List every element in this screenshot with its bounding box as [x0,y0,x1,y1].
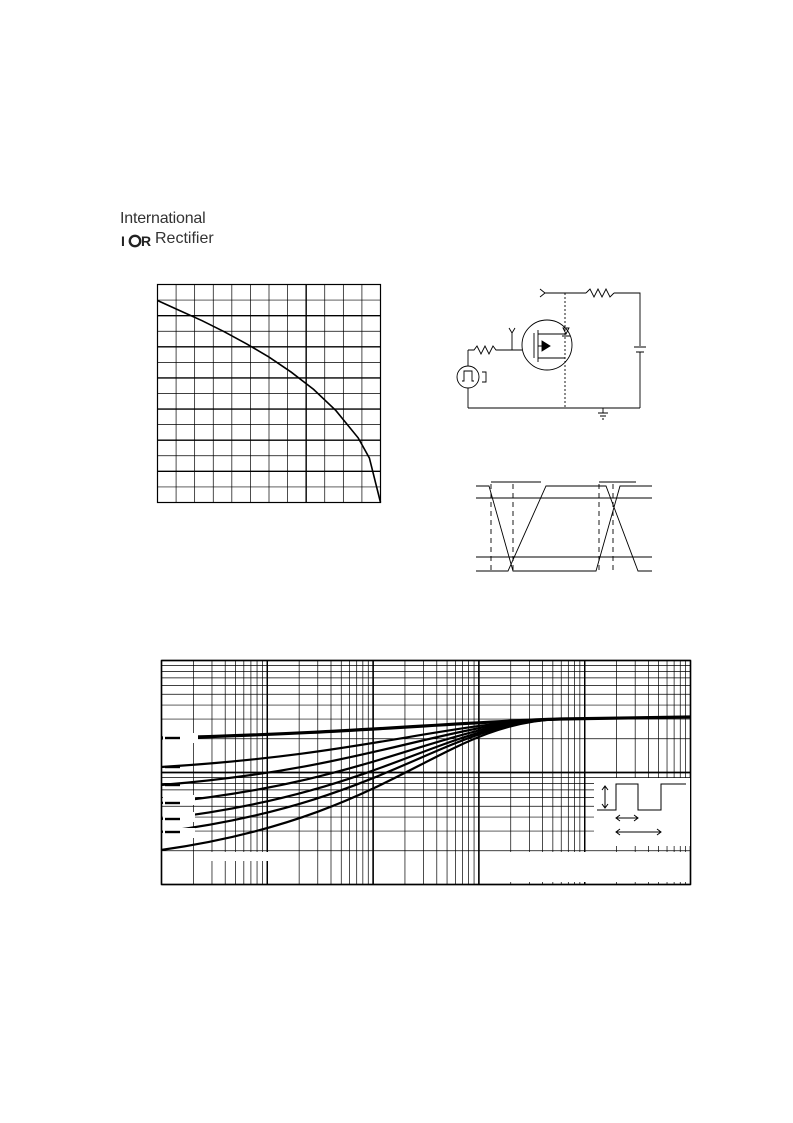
logo-text-rectifier: Rectifier [155,230,214,247]
label-gap [194,852,294,861]
logo-text-international: International [120,210,206,227]
duty-cycle-inset [594,778,690,846]
label-gap [163,812,195,822]
label-gap [500,852,689,882]
svg-text:I: I [121,233,125,249]
chart-grid [162,661,691,885]
svg-text:R: R [141,233,152,249]
